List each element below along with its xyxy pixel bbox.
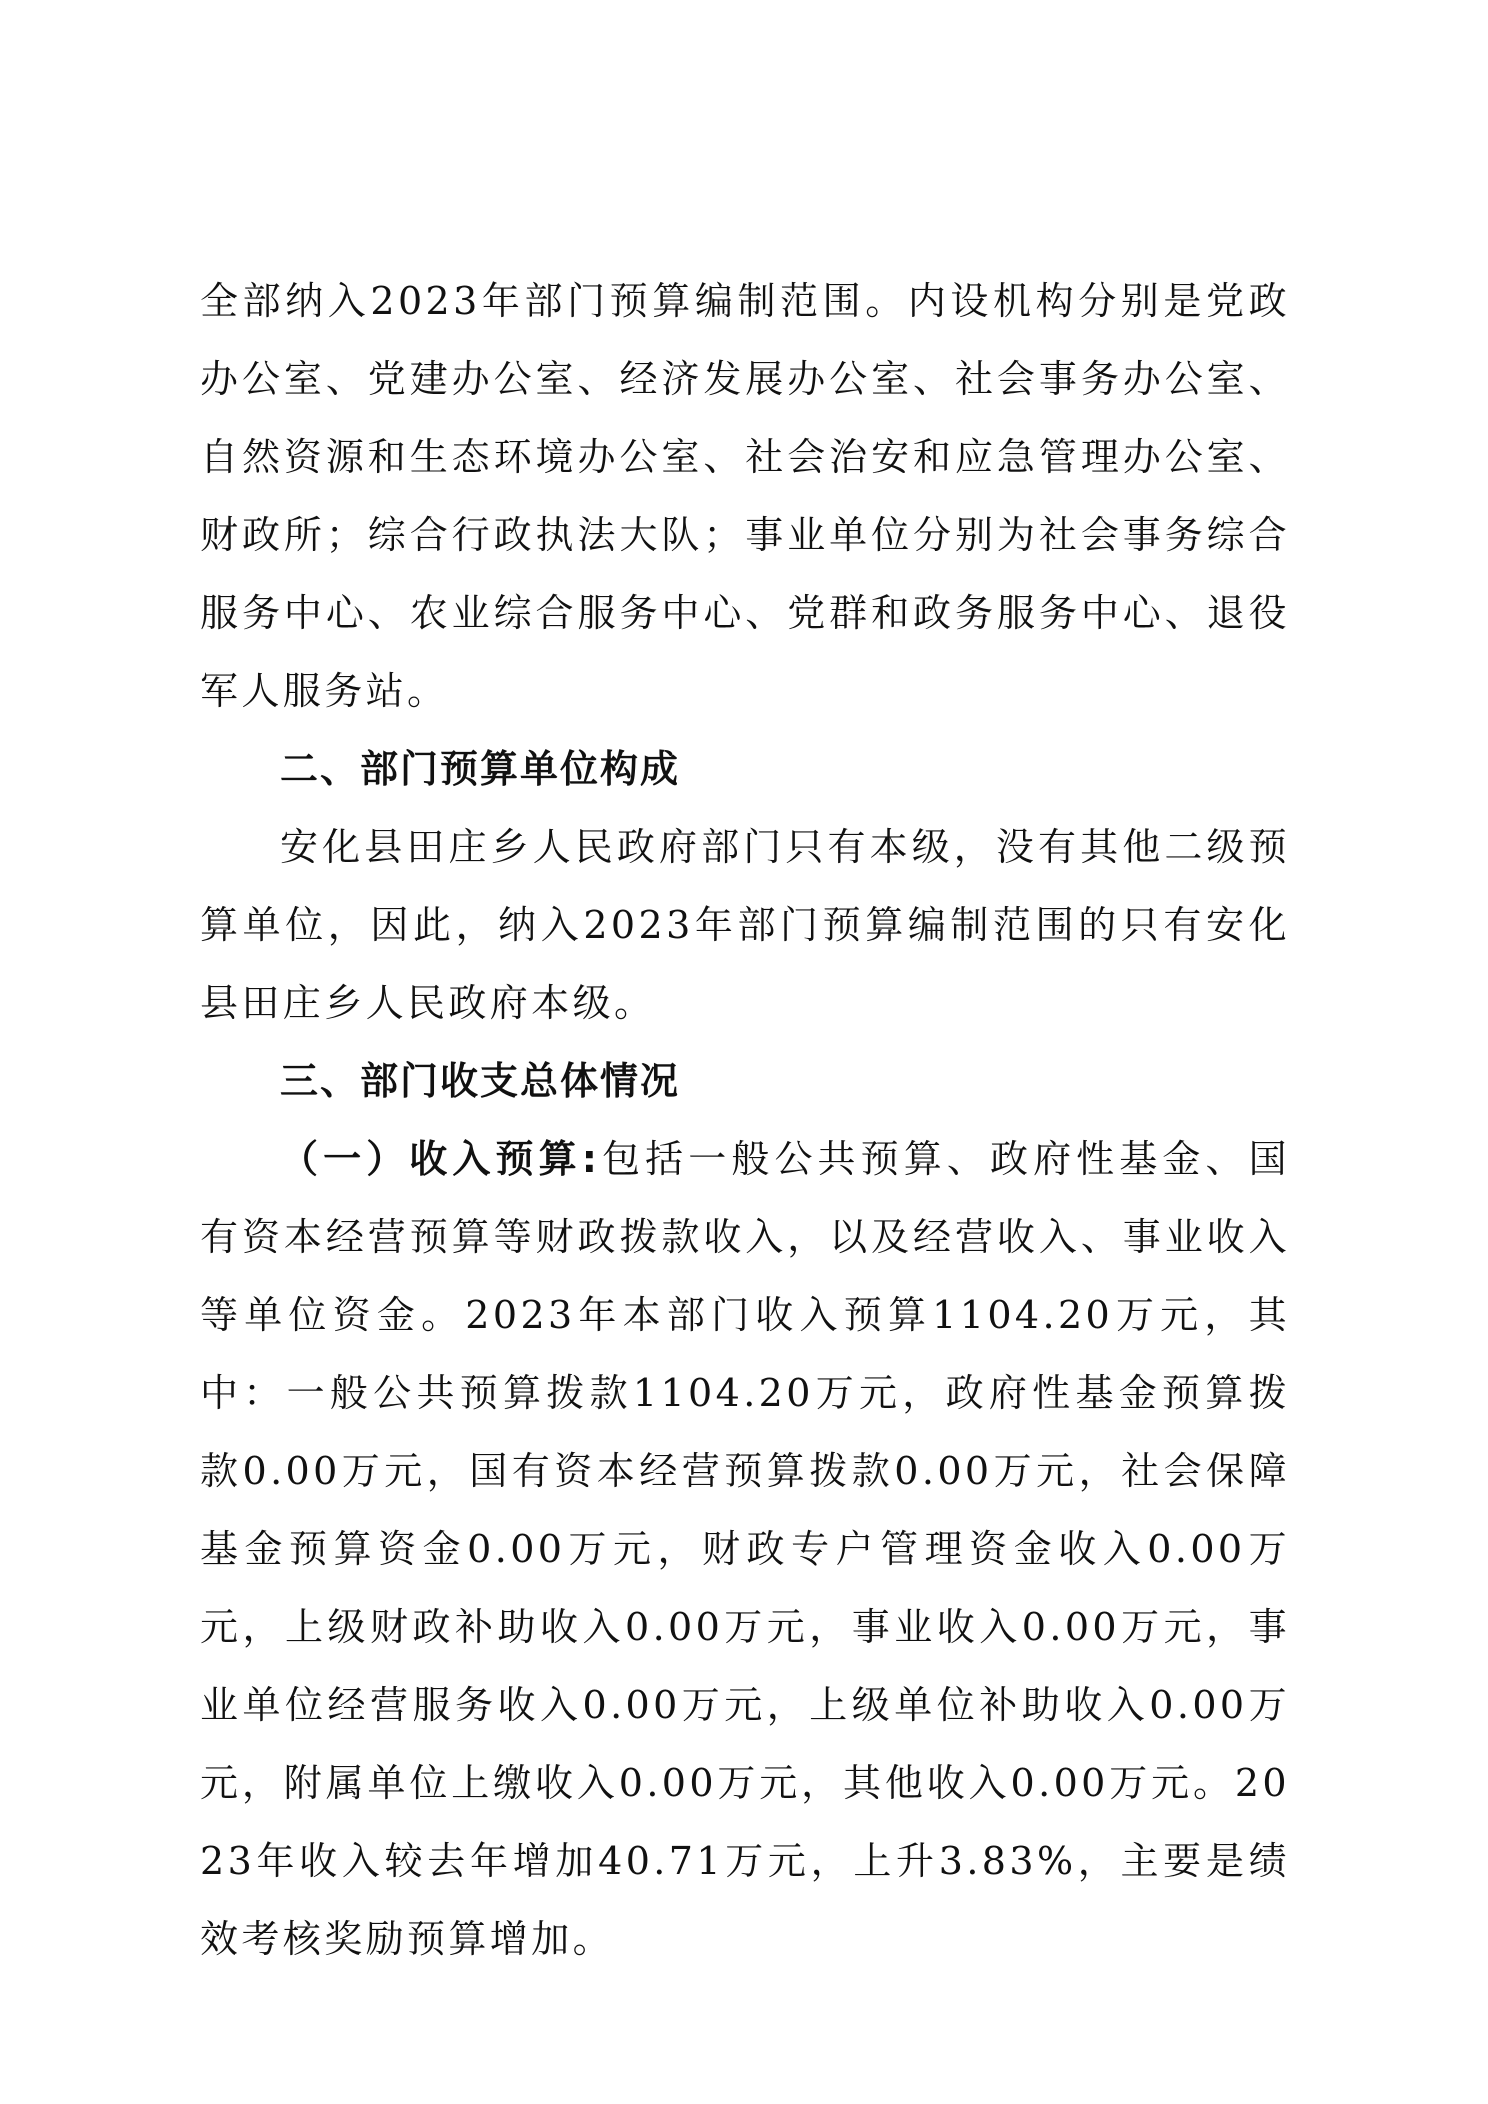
paragraph-budget-units: 安化县田庄乡人民政府部门只有本级，没有其他二级预算单位，因此，纳入2023年部门预算编制范围的只有安化县田庄乡人民政府本级。	[200, 825, 1290, 1025]
paragraph-income-budget	[200, 1120, 1290, 1978]
document-body	[200, 262, 1290, 1978]
income-budget-label: （一）收入预算:	[280, 1137, 601, 1181]
section-heading-overall-income-expenditure: 三、部门收支总体情况	[280, 1059, 681, 1103]
section-heading-budget-units: 二、部门预算单位构成	[280, 747, 681, 791]
paragraph-institutions: 全部纳入2023年部门预算编制范围。内设机构分别是党政办公室、党建办公室、经济发展办公室、社会事务办公室、自然资源和生态环境办公室、社会治安和应急管理办公室、财政所；综合行政执法大队；事业单位分别为社会事务综合服务中心、农业综合服务中心、党群和政务服务中心、退役军人服务站。	[200, 279, 1290, 713]
income-budget-text: 包括一般公共预算、政府性基金、国有资本经营预算等财政拨款收入，以及经营收入、事业收入等单位资金。2023年本部门收入预算1104.20万元，其中：一般公共预算拨款1104.20万元，政府性基金预算拨款0.00万元，国有资本经营预算拨款0.00万元，社会保障基金预算资金0.00万元，财政专户管理资金收入0.00万元，上级财政补助收入0.00万元，事业收入0.00万元，事业单位经营服务收入0.00万元，上级单位补助收入0.00万元，附属单位上缴收入0.00万元，其他收入0.00万元。2023年收入较去年增加40.71万元，上升3.83%，主要是绩效考核奖励预算增加。	[200, 1137, 1290, 1961]
